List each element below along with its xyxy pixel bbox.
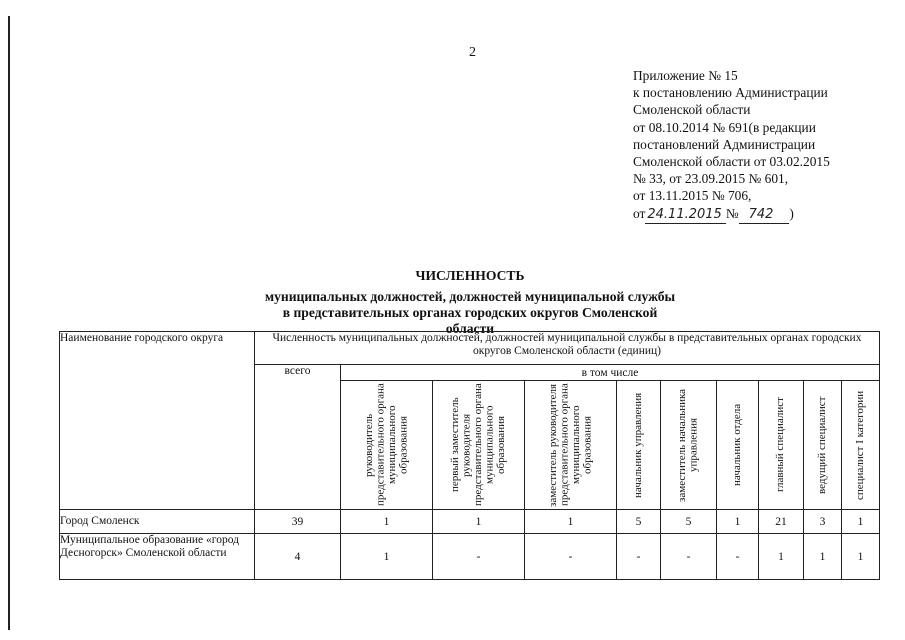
handwritten-number: 742 — [739, 206, 790, 224]
total-column-header: всего — [255, 365, 341, 510]
row-name: Город Смоленск — [60, 510, 255, 534]
appendix-line: Смоленской области — [633, 102, 751, 118]
table-cell: 1 — [842, 534, 880, 580]
table-cell: 1 — [759, 534, 804, 580]
page-number: 2 — [469, 45, 476, 60]
appendix-line: от 13.11.2015 № 706, — [633, 188, 752, 204]
table-cell: - — [661, 534, 717, 580]
document-subtitle: в представительных органах городских округов Смоленской области — [282, 305, 658, 336]
table-cell: - — [433, 534, 525, 580]
column-header: начальник управления — [617, 381, 661, 510]
table-cell: 3 — [804, 510, 842, 534]
column-header: руководитель представительного органа муниципального образования — [341, 381, 433, 510]
table-cell: - — [617, 534, 661, 580]
table-row — [60, 534, 880, 580]
handwritten-date: 24.11.2015 — [645, 206, 725, 224]
column-header: главный специалист — [759, 381, 804, 510]
subgroup-header: в том числе — [341, 365, 880, 381]
page-edge-line — [8, 16, 10, 630]
appendix-line: Приложение № 15 — [633, 68, 738, 83]
row-total: 39 — [255, 510, 341, 534]
column-header: начальник отдела — [717, 381, 759, 510]
table-cell: 1 — [717, 510, 759, 534]
table-cell: 1 — [433, 510, 525, 534]
appendix-line: к постановлению Администрации — [633, 85, 828, 101]
column-header: заместитель начальника управления — [661, 381, 717, 510]
staff-count-table — [59, 331, 880, 580]
column-header: первый заместитель руководителя представительного органа муниципального образования — [433, 381, 525, 510]
table-cell: - — [525, 534, 617, 580]
table-cell: 1 — [842, 510, 880, 534]
column-header: ведущий специалист — [804, 381, 842, 510]
appendix-line: Смоленской области от 03.02.2015 — [633, 154, 830, 170]
appendix-line: постановлений Администрации — [633, 136, 816, 152]
amendment-line — [633, 205, 898, 224]
table-cell: - — [717, 534, 759, 580]
amendment-suffix: ) — [789, 205, 794, 221]
amendment-prefix: от — [633, 205, 646, 221]
appendix-line: от 08.10.2014 № 691(в редакции — [633, 119, 816, 135]
table-cell: 1 — [341, 510, 433, 534]
table-cell: 21 — [759, 510, 804, 534]
column-header: специалист I категории — [842, 381, 880, 510]
table-cell: 1 — [804, 534, 842, 580]
table-cell: 1 — [341, 534, 433, 580]
table-cell: 5 — [617, 510, 661, 534]
table-cell: 1 — [525, 510, 617, 534]
amendment-number-sign: № — [725, 205, 739, 221]
row-name: Муниципальное образование «город Десногорск» Смоленской области — [60, 534, 255, 580]
count-header: Численность муниципальных должностей, должностей муниципальной службы в представительных органах городских округов Смоленской области (единиц) — [255, 332, 880, 365]
table-cell: 5 — [661, 510, 717, 534]
appendix-block — [633, 67, 898, 224]
table-row — [60, 510, 880, 534]
appendix-line: № 33, от 23.09.2015 № 601, — [633, 171, 789, 187]
document-subtitle: муниципальных должностей, должностей муниципальной службы — [264, 289, 676, 304]
row-total: 4 — [255, 534, 341, 580]
name-column-header: Наименование городского округа — [60, 332, 255, 510]
column-header: заместитель руководителя представительного органа муниципального образования — [525, 381, 617, 510]
document-title: ЧИСЛЕННОСТЬ — [415, 268, 525, 283]
